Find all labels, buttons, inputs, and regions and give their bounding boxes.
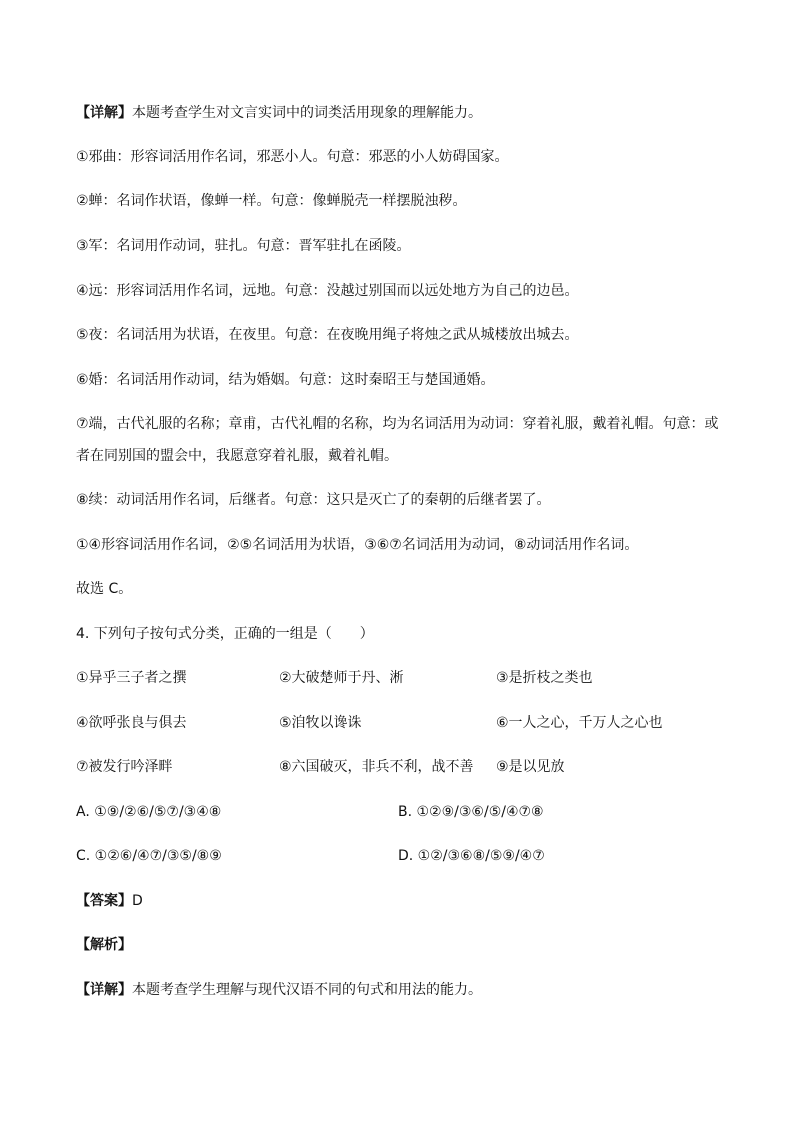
option-d: D. ①②/③⑥⑧/⑤⑨/④⑦ (398, 848, 545, 864)
detail-final (76, 981, 726, 999)
question-stem: 4. 下列句子按句式分类，正确的一组是（ ） (76, 626, 374, 642)
answer (76, 892, 726, 910)
explanation-2: ②蝉：名词作状语，像蝉一样。句意：像蝉脱壳一样摆脱浊秽。 (76, 193, 467, 209)
sentence-8: ⑧六国破灭，非兵不利，战不善 (279, 759, 474, 775)
option-a: A. ①⑨/②⑥/⑤⑦/③④⑧ (76, 804, 222, 820)
answer-tag: 【答案】 (76, 893, 132, 909)
sentence-2: ②大破楚师于丹、淅 (279, 670, 404, 686)
conclusion: 故选 C。 (76, 581, 133, 597)
explanation-7: ⑦端，古代礼服的名称；章甫，古代礼帽的名称，均为名词活用为动词：穿着礼服，戴着礼帽。句意：或者在同别国的盟会中，我愿意穿着礼服，戴着礼帽。 (76, 416, 719, 464)
answer-value: D (132, 893, 143, 909)
sentence-7: ⑦被发行吟泽畔 (76, 759, 173, 775)
explanation-5: ⑤夜：名词活用为状语，在夜里。句意：在夜晚用绳子将烛之武从城楼放出城去。 (76, 327, 579, 343)
sentence-1: ①异乎三子者之撰 (76, 670, 187, 686)
sentence-9: ⑨是以见放 (496, 759, 565, 775)
detail-final-tag: 【详解】 (76, 982, 132, 998)
sentence-4: ④欲呼张良与俱去 (76, 715, 187, 731)
detail-intro (76, 104, 726, 122)
analysis (76, 936, 726, 954)
explanation-6: ⑥婚：名词活用作动词，结为婚姻。句意：这时秦昭王与楚国通婚。 (76, 372, 495, 388)
explanation-8: ⑧续：动词活用作名词，后继者。句意：这只是灭亡了的秦朝的后继者罢了。 (76, 492, 551, 508)
sentence-3: ③是折枝之类也 (496, 670, 593, 686)
detail-text: 本题考查学生对文言实词中的词类活用现象的理解能力。 (132, 105, 482, 121)
detail-final-text: 本题考查学生理解与现代汉语不同的句式和用法的能力。 (132, 982, 482, 998)
sentence-5: ⑤洎牧以谗诛 (279, 715, 362, 731)
analysis-tag: 【解析】 (76, 937, 132, 953)
sentence-6: ⑥一人之心，千万人之心也 (496, 715, 663, 731)
explanation-summary: ①④形容词活用作名词，②⑤名词活用为状语，③⑥⑦名词活用为动词，⑧动词活用作名词。 (76, 537, 639, 553)
explanation-1: ①邪曲：形容词活用作名词，邪恶小人。句意：邪恶的小人妨碍国家。 (76, 149, 509, 165)
option-c: C. ①②⑥/④⑦/③⑤/⑧⑨ (76, 848, 222, 864)
explanation-4: ④远：形容词活用作名词，远地。句意：没越过别国而以远处地方为自己的边邑。 (76, 283, 579, 299)
explanation-3: ③军：名词用作动词，驻扎。句意：晋军驻扎在函陵。 (76, 238, 411, 254)
detail-tag: 【详解】 (76, 105, 132, 121)
option-b: B. ①②⑨/③⑥/⑤/④⑦⑧ (398, 804, 544, 820)
